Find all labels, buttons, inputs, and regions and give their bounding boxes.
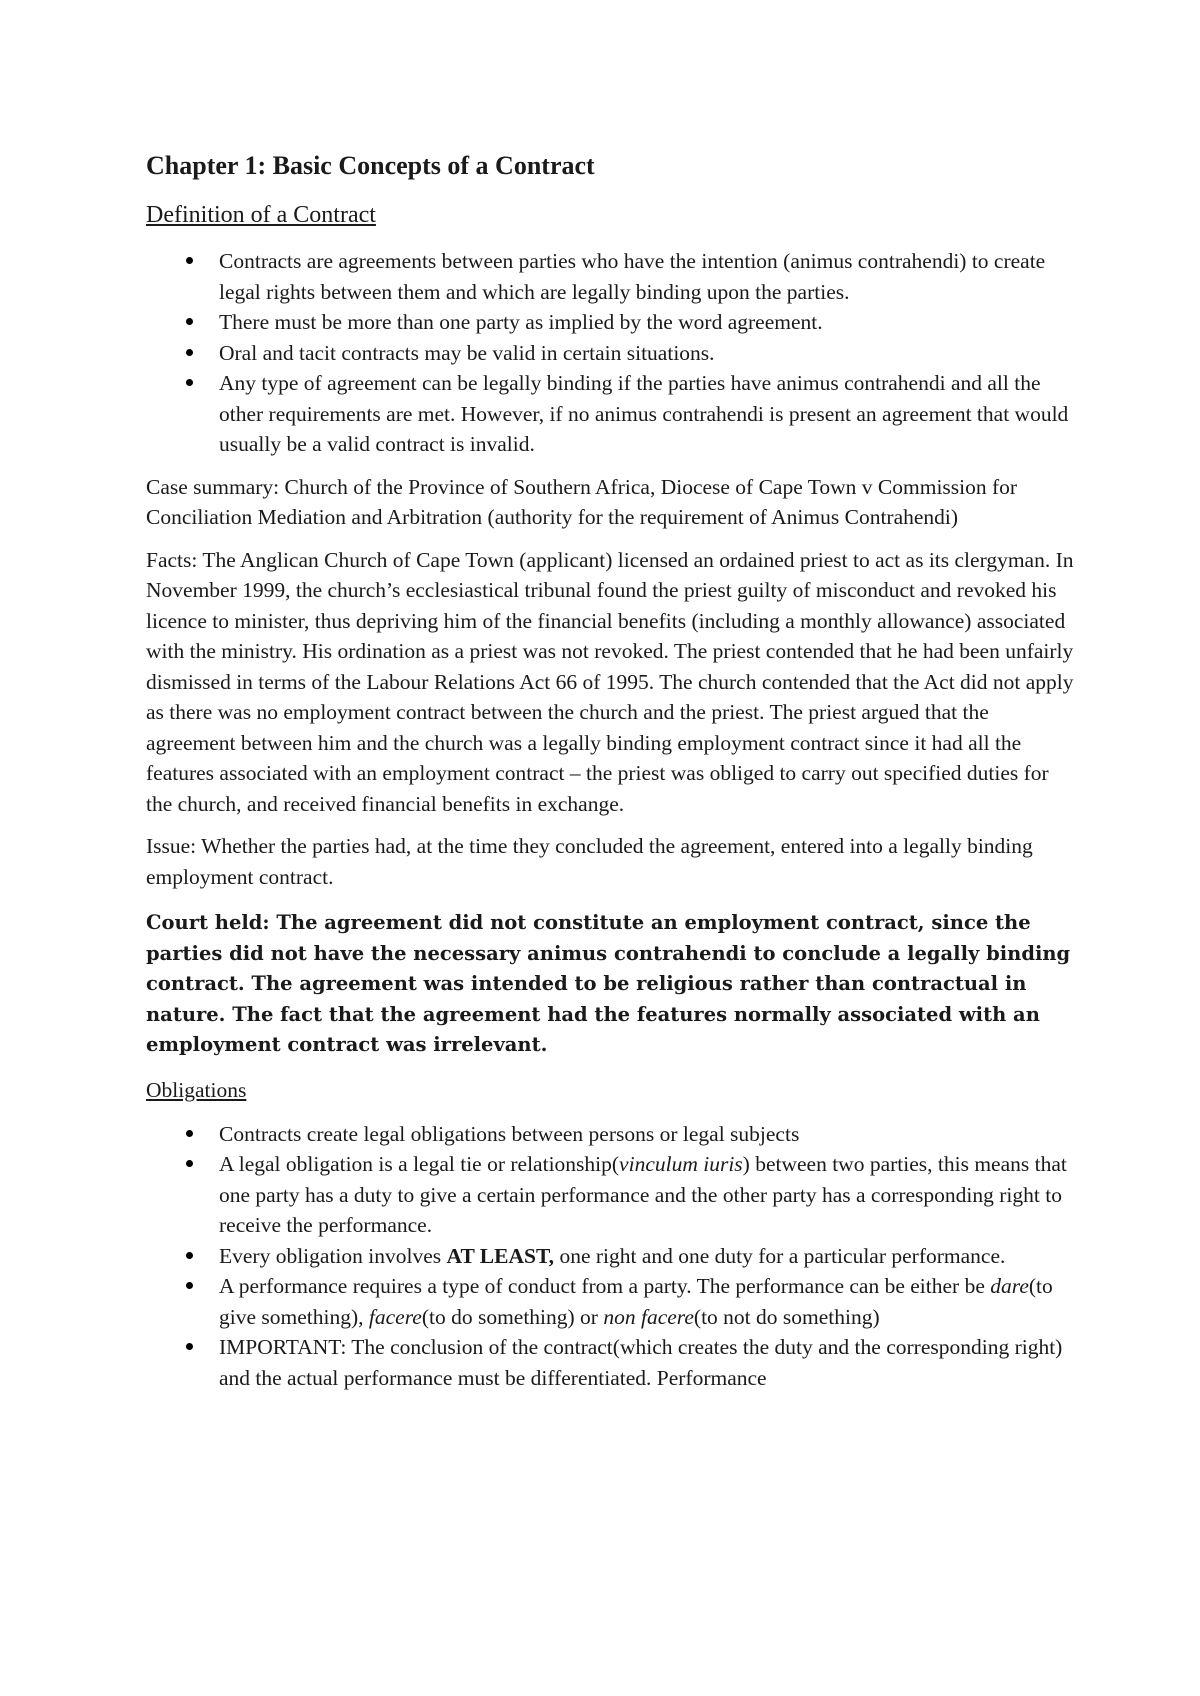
- list-item: [146, 1241, 1076, 1272]
- obligations-bullet-list: [146, 1119, 1076, 1394]
- text-run: (to not do something): [693, 1304, 880, 1329]
- list-item: [146, 1149, 1076, 1241]
- text-run: ) between two parties, this means that one party has a duty to give a certain performance and the other party has a corresponding right to receive the performance.: [219, 1152, 1067, 1237]
- list-item: Any type of agreement can be legally binding if the parties have animus contrahendi and all the other requirements are met. However, if no animus contrahendi is present an agreement that would usually be a valid contract is invalid.: [146, 368, 1076, 460]
- list-item: Contracts create legal obligations between persons or legal subjects: [146, 1119, 1076, 1150]
- bold-term: AT LEAST,: [446, 1243, 555, 1268]
- text-run: Every obligation involves: [219, 1243, 447, 1268]
- case-summary: Case summary: Church of the Province of Southern Africa, Diocese of Cape Town v Commission for Conciliation Mediation and Arbitration (authority for the requirement of Animus Contrahendi): [146, 474, 1018, 529]
- case-facts: Facts: The Anglican Church of Cape Town (applicant) licensed an ordained priest to act as its clergyman. In November 1999, the church’s ecclesiastical tribunal found the priest guilty of misconduct and revoked his licence to minister, thus depriving him of the financial benefits (including a monthly allowance) associated with the ministry. His ordination as a priest was not revoked. The priest contended that he had been unfairly dismissed in terms of the Labour Relations Act 66 of 1995. The church contended that the Act did not apply as there was no employment contract between the church and the priest. The priest argued that the agreement between him and the church was a legally binding employment contract since it had all the features associated with an employment contract – the priest was obliged to carry out specified duties for the church, and received financial benefits in exchange.: [146, 547, 1074, 816]
- text-run: (to give something),: [219, 1274, 1053, 1329]
- list-item: There must be more than one party as implied by the word agreement.: [146, 307, 1076, 338]
- text-run: A legal obligation is a legal tie or relationship(: [219, 1152, 620, 1176]
- definition-bullet-list: [146, 246, 1076, 460]
- list-item: Oral and tacit contracts may be valid in certain situations.: [146, 338, 1076, 369]
- list-item: IMPORTANT: The conclusion of the contract(which creates the duty and the corresponding right) and the actual performance must be differentiated. Performance: [146, 1332, 1076, 1393]
- italic-term: vinculum iuris: [619, 1152, 743, 1176]
- italic-term: dare: [990, 1274, 1029, 1298]
- chapter-title: Chapter 1: Basic Concepts of a Contract: [146, 151, 595, 180]
- list-item: [146, 1271, 1076, 1332]
- text-run: (to do something) or: [421, 1304, 604, 1329]
- italic-term: non facere: [603, 1304, 694, 1329]
- case-issue: Issue: Whether the parties had, at the time they concluded the agreement, entered into a legally binding employment contract.: [146, 834, 1033, 889]
- section-heading-definition: Definition of a Contract: [146, 202, 376, 228]
- section-heading-obligations: Obligations: [146, 1077, 247, 1102]
- list-item: Contracts are agreements between parties who have the intention (animus contrahendi) to create legal rights between them and which are legally binding upon the parties.: [146, 246, 1076, 307]
- text-run: A performance requires a type of conduct from a party. The performance can be either be: [219, 1274, 991, 1298]
- text-run: one right and one duty for a particular performance.: [554, 1243, 1006, 1268]
- document-page: [146, 140, 1076, 1393]
- case-held: Court held: The agreement did not constitute an employment contract, since the parties did not have the necessary animus contrahendi to conclude a legally binding contract. The agreement was intended to be religious rather than contractual in nature. The fact that the agreement had the features normally associated with an employment contract was irrelevant.: [146, 911, 1071, 1056]
- italic-term: facere: [368, 1304, 422, 1329]
